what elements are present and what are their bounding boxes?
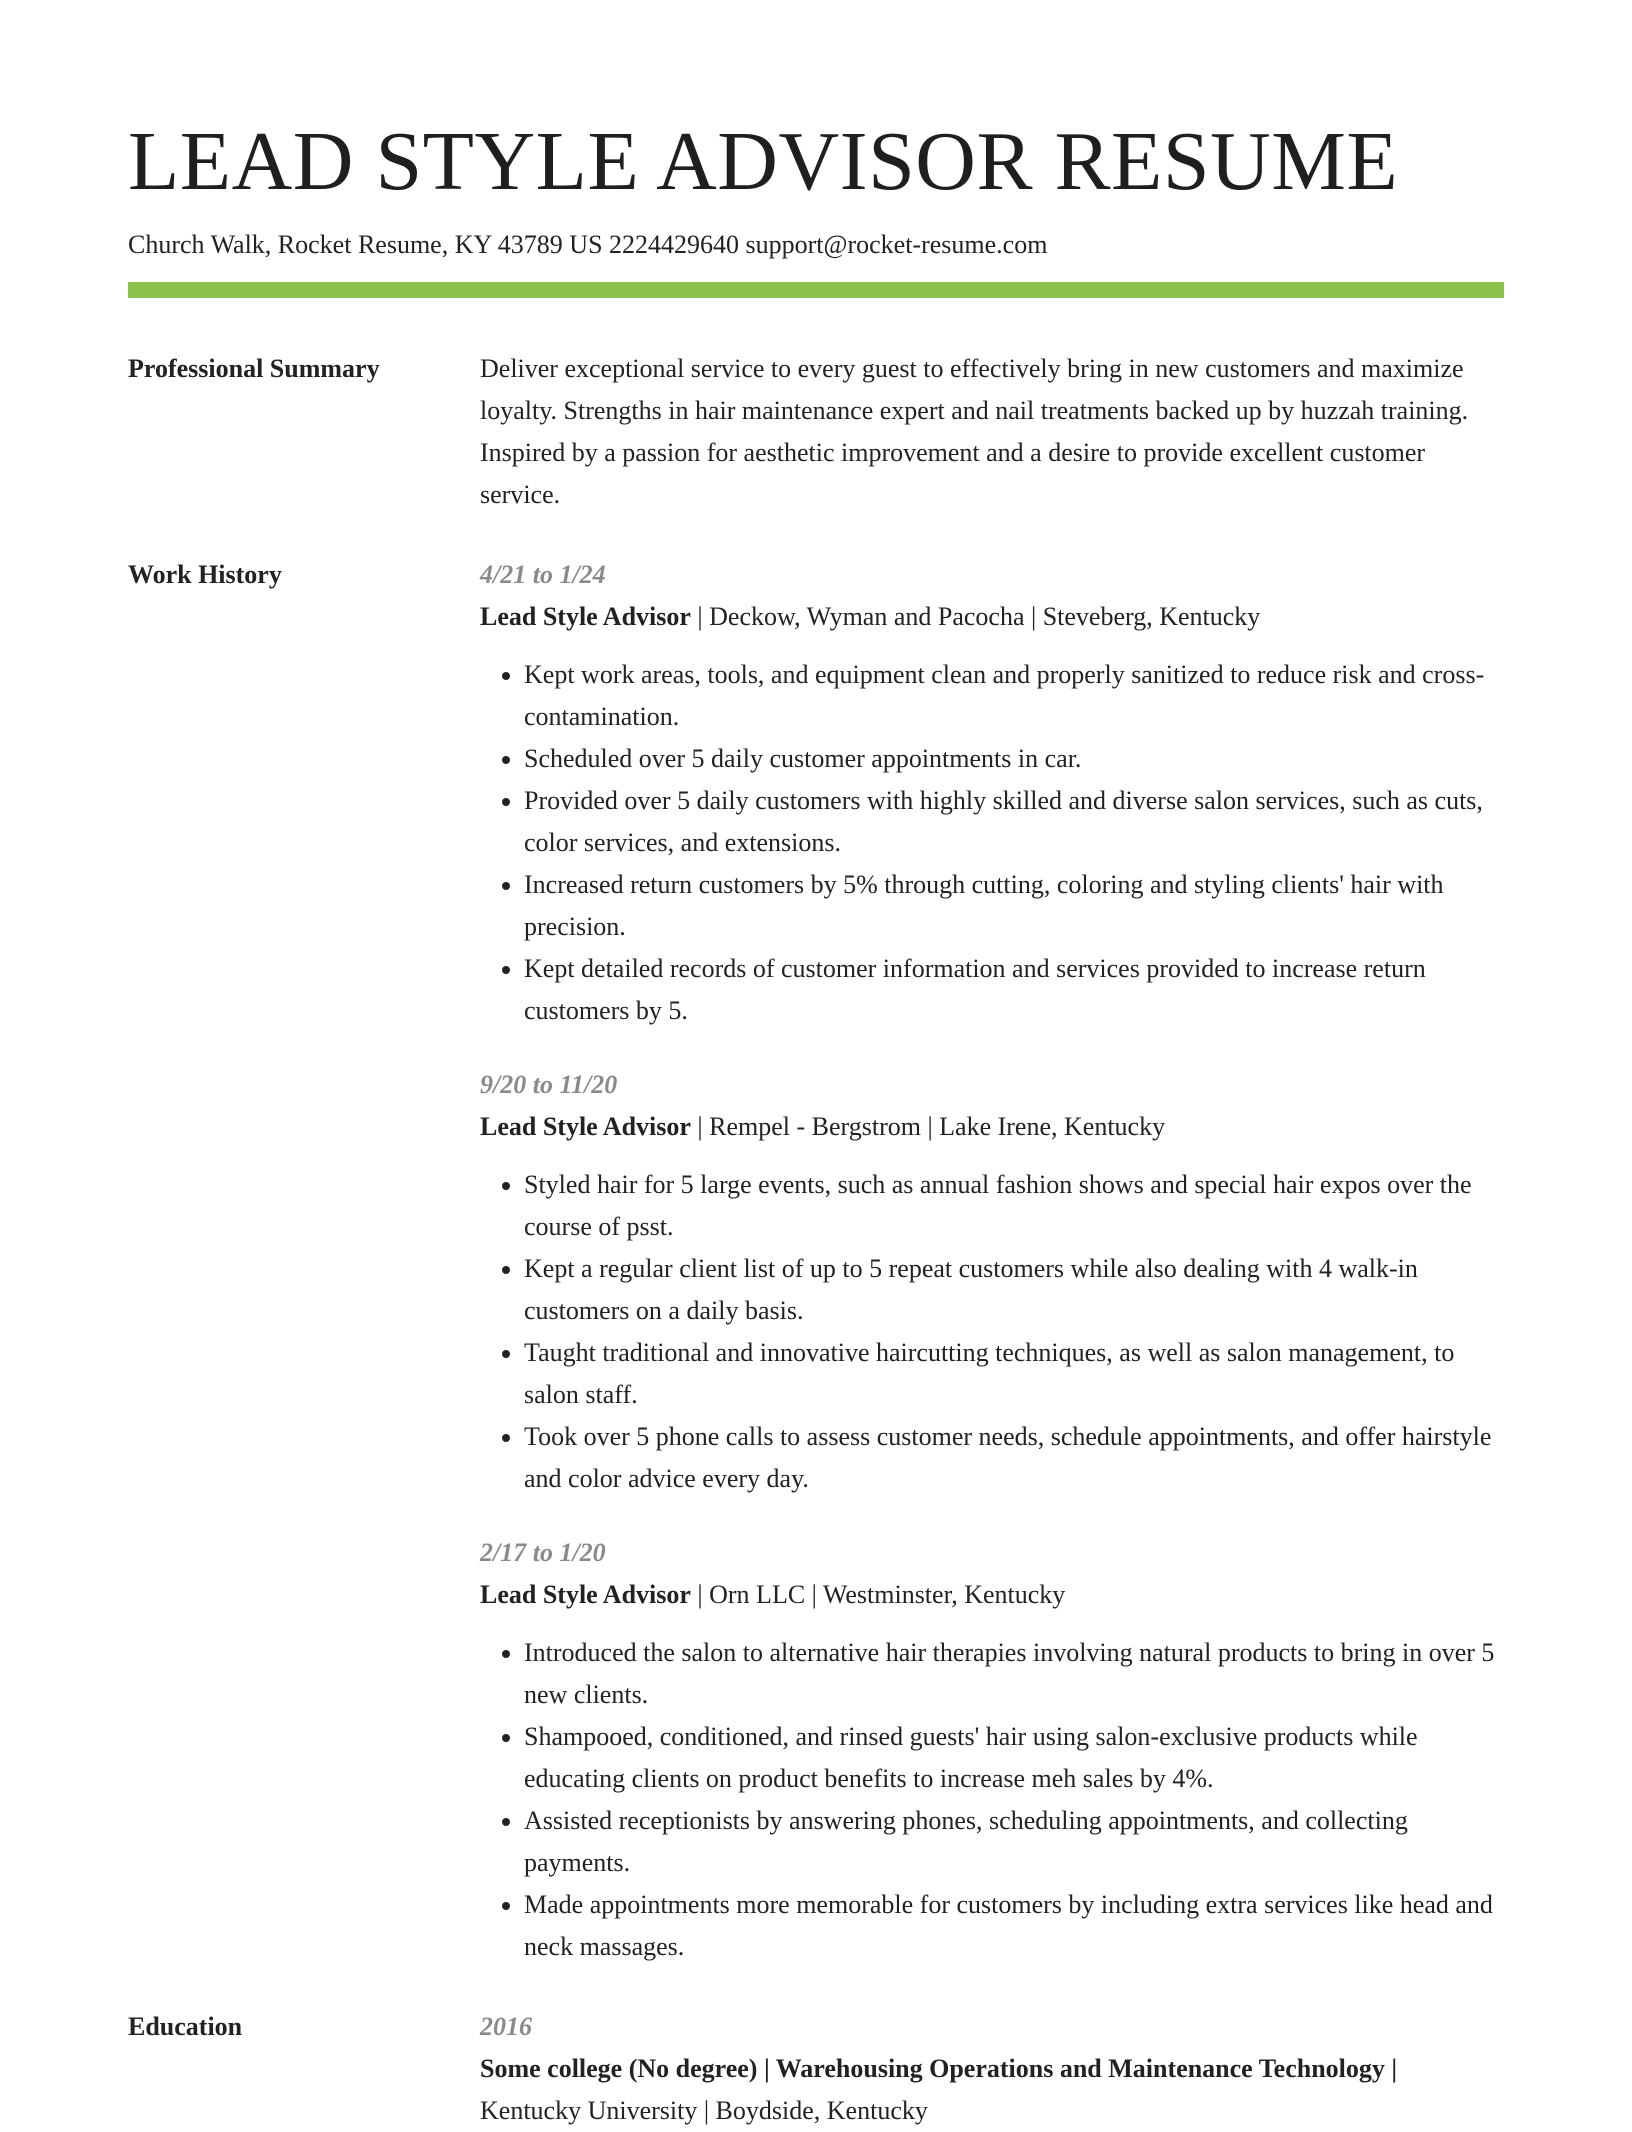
list-item: • Introduced the salon to alternative hair therapies involving natural products to bring in over 5 new clients. <box>524 1632 1504 1716</box>
job-header <box>480 596 1504 638</box>
summary-text: Deliver exceptional service to every guest to effectively bring in new customers and maximize loyalty. Strengths in hair maintenance expert and nail treatments backed up by huzzah training. Inspired by a passion for aesthetic improvement and a desire to provide excellent customer service. <box>480 353 1469 509</box>
list-item: • Made appointments more memorable for customers by including extra services like head and neck massages. <box>524 1884 1504 1968</box>
resume-page <box>128 115 1504 2132</box>
education-school-text: Kentucky University | Boydside, Kentucky <box>480 2095 928 2125</box>
list-item: • Kept work areas, tools, and equipment clean and properly sanitized to reduce risk and cross-contamination. <box>524 654 1504 738</box>
page-title: LEAD STYLE ADVISOR RESUME <box>128 115 1399 208</box>
list-item: • Took over 5 phone calls to assess customer needs, schedule appointments, and offer hairstyle and color advice every day. <box>524 1416 1504 1500</box>
job-dates: 9/20 to 11/20 <box>480 1069 618 1099</box>
list-item: • Shampooed, conditioned, and rinsed guests' hair using salon-exclusive products while educating clients on product benefits to increase meh sales by 4%. <box>524 1716 1504 1800</box>
job-bullets <box>480 654 1504 1032</box>
job-dates: 2/17 to 1/20 <box>480 1537 606 1567</box>
job-entry <box>480 1532 1504 1968</box>
list-item: • Kept detailed records of customer information and services provided to increase return customers by 5. <box>524 948 1504 1032</box>
accent-divider <box>128 282 1504 298</box>
job-title: Lead Style Advisor <box>480 601 691 631</box>
job-bullets <box>480 1164 1504 1500</box>
job-dates: 4/21 to 1/24 <box>480 559 606 589</box>
list-item: • Kept a regular client list of up to 5 repeat customers while also dealing with 4 walk-in customers on a daily basis. <box>524 1248 1504 1332</box>
education-section <box>128 2006 1504 2132</box>
job-title: Lead Style Advisor <box>480 1111 691 1141</box>
job-details: | Orn LLC | Westminster, Kentucky <box>690 1579 1066 1609</box>
job-entry <box>480 1064 1504 1500</box>
summary-heading: Professional Summary <box>128 353 380 383</box>
job-entry <box>480 554 1504 1032</box>
list-item: • Assisted receptionists by answering phones, scheduling appointments, and collecting payments. <box>524 1800 1504 1884</box>
job-bullets <box>480 1632 1504 1968</box>
job-details: | Deckow, Wyman and Pacocha | Steveberg, Kentucky <box>690 601 1261 631</box>
list-item: • Styled hair for 5 large events, such as annual fashion shows and special hair expos over the course of psst. <box>524 1164 1504 1248</box>
job-details: | Rempel - Bergstrom | Lake Irene, Kentucky <box>690 1111 1166 1141</box>
summary-section <box>128 348 1504 516</box>
job-header <box>480 1106 1504 1148</box>
job-title: Lead Style Advisor <box>480 1579 691 1609</box>
education-heading: Education <box>128 2011 243 2041</box>
contact-info: Church Walk, Rocket Resume, KY 43789 US 2224429640 support@rocket-resume.com <box>128 230 1048 259</box>
list-item: • Taught traditional and innovative haircutting techniques, as well as salon management, to salon staff. <box>524 1332 1504 1416</box>
education-year: 2016 <box>480 2011 532 2041</box>
job-header <box>480 1574 1504 1616</box>
list-item: • Scheduled over 5 daily customer appointments in car. <box>524 738 1504 780</box>
list-item: • Provided over 5 daily customers with highly skilled and diverse salon services, such as cuts, color services, and extensions. <box>524 780 1504 864</box>
list-item: • Increased return customers by 5% through cutting, coloring and styling clients' hair with precision. <box>524 864 1504 948</box>
work-history-heading: Work History <box>128 559 282 589</box>
work-history-section <box>128 554 1504 1968</box>
education-school <box>480 2090 1504 2132</box>
education-degree: Some college (No degree) | Warehousing Operations and Maintenance Technology | <box>480 2053 1398 2083</box>
